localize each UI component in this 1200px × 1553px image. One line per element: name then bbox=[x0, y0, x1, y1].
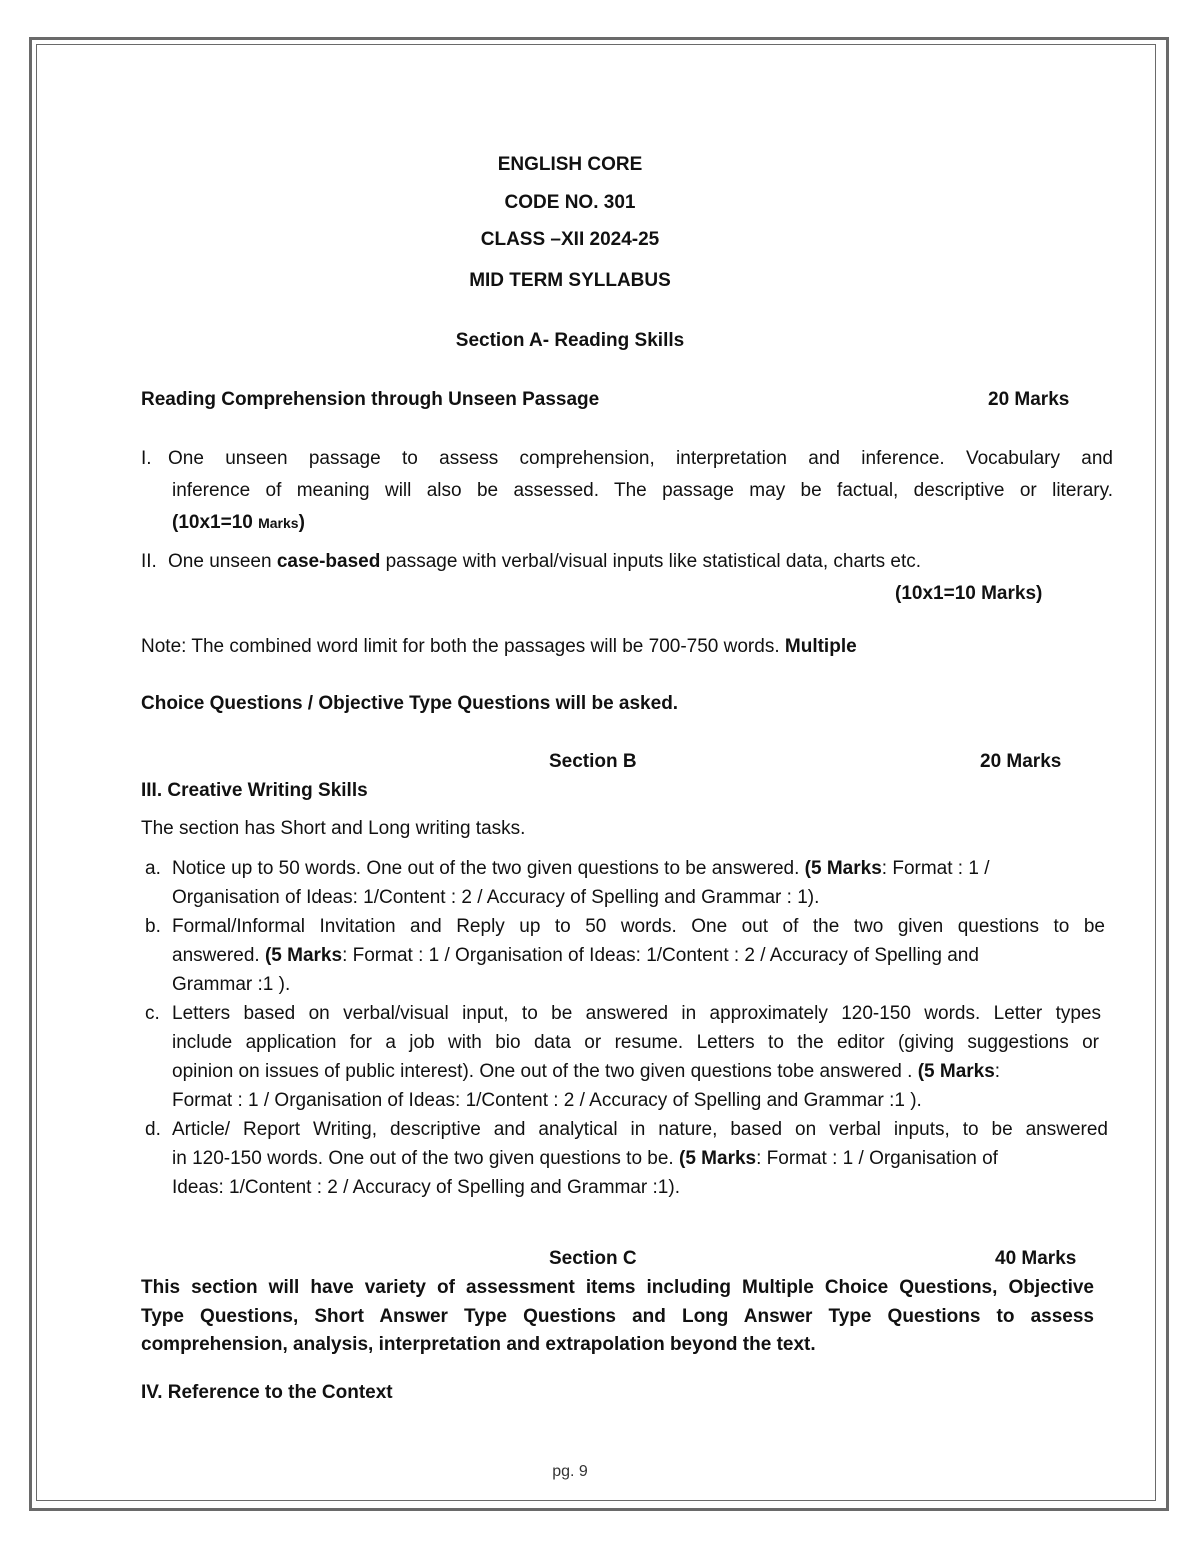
item-a-line-1 bbox=[172, 858, 989, 880]
item-ii-marks: (10x1=10 Marks) bbox=[895, 583, 1043, 604]
item-c-text: opinion on issues of public interest). One out of the two given questions tobe answered . bbox=[172, 1061, 913, 1082]
item-b-line-1: Formal/Informal Invitation and Reply up to 50 words. One out of the two given questions to be bbox=[172, 916, 1105, 937]
item-b-answered: answered. bbox=[172, 945, 260, 966]
syllabus-title: MID TERM SYLLABUS bbox=[469, 270, 671, 291]
note-line-2: Choice Questions / Objective Type Questions will be asked. bbox=[141, 693, 679, 714]
item-i-marks bbox=[172, 512, 305, 534]
item-a-marks: (5 Marks bbox=[804, 858, 882, 879]
item-d-line-3: Ideas: 1/Content : 2 / Accuracy of Spelling and Grammar :1). bbox=[172, 1177, 680, 1198]
item-d-marks: (5 Marks bbox=[679, 1148, 757, 1169]
section-c-item-iv: IV. Reference to the Context bbox=[141, 1382, 393, 1403]
item-d-line-2 bbox=[172, 1148, 998, 1170]
item-c-line-2: include application for a job with bio data or resume. Letters to the editor (giving suggestions or bbox=[172, 1032, 1099, 1053]
note-text: Note: The combined word limit for both the passages will be 700-750 words. bbox=[141, 636, 780, 657]
item-ii-text-after: passage with verbal/visual inputs like statistical data, charts etc. bbox=[385, 551, 922, 572]
item-a-format: : Format : 1 / bbox=[881, 858, 990, 879]
item-i-number: I. bbox=[141, 448, 152, 469]
item-d-line-1: Article/ Report Writing, descriptive and analytical in nature, based on verbal inputs, to be answered bbox=[172, 1119, 1108, 1140]
item-a-text: Notice up to 50 words. One out of the two given questions to be answered. bbox=[172, 858, 800, 879]
item-b-label: b. bbox=[145, 916, 161, 937]
section-c-line-1: This section will have variety of assessment items including Multiple Choice Questions, Objective bbox=[141, 1277, 1094, 1298]
section-b-intro: The section has Short and Long writing tasks. bbox=[141, 818, 526, 839]
code-number: CODE NO. 301 bbox=[504, 192, 636, 213]
section-a-heading: Reading Comprehension through Unseen Passage bbox=[141, 389, 600, 410]
item-a-label: a. bbox=[145, 858, 161, 879]
item-c-line-1: Letters based on verbal/visual input, to be answered in approximately 120-150 words. Letter types bbox=[172, 1003, 1101, 1024]
item-c-line-4: Format : 1 / Organisation of Ideas: 1/Content : 2 / Accuracy of Spelling and Grammar :1 ). bbox=[172, 1090, 922, 1111]
item-i-line-1: One unseen passage to assess comprehension, interpretation and inference. Vocabulary and bbox=[168, 448, 1113, 469]
item-a-line-2: Organisation of Ideas: 1/Content : 2 / Accuracy of Spelling and Grammar : 1). bbox=[172, 887, 820, 908]
item-b-line-3: Grammar :1 ). bbox=[172, 974, 291, 995]
item-i-marks-value: (10x1=10 bbox=[172, 512, 253, 533]
item-d-format: : Format : 1 / Organisation of bbox=[756, 1148, 998, 1169]
section-c-line-3: comprehension, analysis, interpretation and extrapolation beyond the text. bbox=[141, 1334, 816, 1355]
item-b-line-2 bbox=[172, 945, 979, 967]
item-i-marks-word: Marks bbox=[258, 515, 299, 531]
class-year: CLASS –XII 2024-25 bbox=[480, 229, 660, 250]
item-i-marks-close: ) bbox=[298, 512, 305, 533]
note-line-1 bbox=[141, 636, 857, 658]
item-c-line-3 bbox=[172, 1061, 1000, 1083]
item-d-text: in 120-150 words. One out of the two given questions to be. bbox=[172, 1148, 674, 1169]
item-ii-text bbox=[168, 551, 921, 573]
section-b-heading: III. Creative Writing Skills bbox=[141, 780, 368, 801]
item-c-label: c. bbox=[145, 1003, 160, 1024]
item-ii-number: II. bbox=[141, 551, 157, 572]
item-b-format: : Format : 1 / Organisation of Ideas: 1/Content : 2 / Accuracy of Spelling and bbox=[342, 945, 979, 966]
item-c-colon: : bbox=[994, 1061, 1001, 1082]
section-c-marks: 40 Marks bbox=[995, 1248, 1077, 1269]
section-b-marks: 20 Marks bbox=[980, 751, 1062, 772]
note-multiple: Multiple bbox=[784, 636, 857, 657]
item-i-line-2: inference of meaning will also be assessed. The passage may be factual, descriptive or literary. bbox=[172, 480, 1113, 501]
item-ii-case-based: case-based bbox=[276, 551, 381, 572]
section-a-marks: 20 Marks bbox=[988, 389, 1070, 410]
section-b-title: Section B bbox=[549, 751, 637, 772]
item-c-marks: (5 Marks bbox=[917, 1061, 995, 1082]
section-c-line-2: Type Questions, Short Answer Type Questions and Long Answer Type Questions to assess bbox=[141, 1306, 1094, 1327]
section-a-title: Section A- Reading Skills bbox=[455, 330, 685, 351]
subject-title: ENGLISH CORE bbox=[497, 154, 643, 175]
item-b-marks: (5 Marks bbox=[264, 945, 343, 966]
item-d-label: d. bbox=[145, 1119, 161, 1140]
page-number: pg. 9 bbox=[552, 1463, 588, 1480]
section-c-title: Section C bbox=[549, 1248, 637, 1269]
item-ii-text-before: One unseen bbox=[168, 551, 272, 572]
